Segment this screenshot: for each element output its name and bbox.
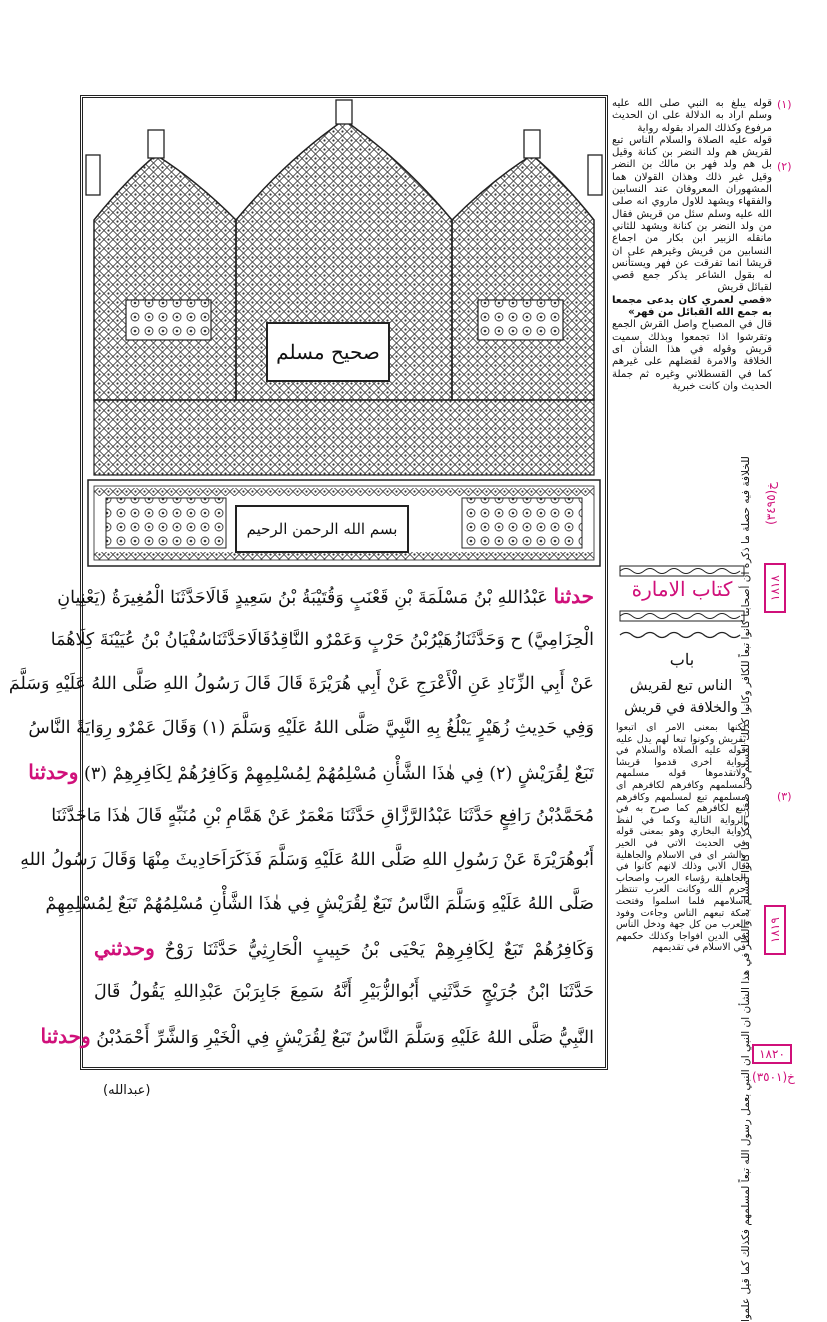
- bab-title: الناس تبع لقريش والخلافة في قريش: [624, 678, 738, 716]
- catchword: (عبدالله): [103, 1083, 151, 1098]
- ornament-band: [620, 566, 744, 576]
- hadith-number: ١٨٢٠: [752, 1044, 792, 1064]
- hadith-number: ١٨١٨: [764, 563, 786, 613]
- note-2: قوله عليه الصلاة والسلام الناس تبع لقريش هم ولد النضر بن كنانة وقيل بل هم ولد فهر بن مالك بن النضر وقيل غير ذلك وهذان القولان هما المشهوران المعروفان عند النسابين والفقهاء ويشهد للاول ماروي انه صلى الله عليه وسلم سئل من قريش فقال من ولد النضر بن كنانة ويشهد للثاني مانقله الزبير ابن بكار من اجماع النسابين من قريش وغيرهم على ان قريشا انما تفرقت عن فهر ويستأنس له بقول الشاعر يذكر جمع قصي لقبائل قريش: [612, 134, 772, 294]
- book-title: صحيح مسلم: [266, 322, 390, 382]
- narration-keyword: وحدثني: [94, 936, 155, 960]
- narration-keyword: حدثنا: [553, 584, 594, 608]
- kitab-title: كتاب الامارة: [631, 577, 733, 601]
- bukhari-ref: خ(٣٤٩٥): [764, 482, 778, 525]
- text-line: مُحَمَّدُبْنُ رَافِعٍ حَدَّثَنَا عَبْدُالرَّزَّاقِ حَدَّثَنَا مَعْمَرٌ عَنْ هَمَّامِ بْنِ مُنَبِّهٍ قَالَ هٰذَا مَاحَدَّثَنَا: [51, 806, 594, 826]
- note-number: (٣): [777, 790, 792, 803]
- bab-label: باب: [669, 650, 695, 669]
- vertical-note: للخلافة فيه حصلة ما ذكره ان أصحابنا كانوا تبعاً للكافر وكانوا كذلك لمسلم من صفت فكر ما كانوا لمسلم به والنظر في هذا الشأن ان النبي ان النبي بعمل رسول الله تبعاً لمسلمهم فكذلك كما قيل علموا: [740, 456, 752, 1322]
- text-line: وَفِي حَدِيثِ زُهَيْرٍ يَبْلُغُ بِهِ النَّبِيَّ صَلَّى اللهُ عَلَيْهِ وَسَلَّمَ (١) وَقَالَ عَمْرٌو رِوَايَةً النَّاسُ: [28, 718, 594, 738]
- hadith-text: [8, 568, 602, 1066]
- side-notes: لكنها بمعنى الامر اى اتبعوا بقريش وكونوا تبعا لهم يدل عليه قوله عليه الصلاة والسلام في رواية اخرى قدموا قريشا ولاتقدموها قوله مسلمهم لمسلمهم وكافرهم لكافرهم اى مسلمهم تبع لمسلمهم وكافرهم تبع لكافرهم كما صرح به في الرواية التالية وكما في لفظ رواية البخاري وهو بمعنى قوله في الحديث الاتي في الخير والشر اى في الاسلام والجاهلية قال الابي وذلك لانهم كانوا في الجاهلية رؤساء العرب واصحاب حرم الله وكانت العرب تنتظر اسلامهم فلما اسلموا وفتحت مكة تبعهم الناس وجاءت وفود العرب من كل جهة ودخل الناس في الدين افواجا وكذلك حكمهم في الاسلام في تقديمهم: [616, 722, 746, 954]
- arch-right: [452, 155, 594, 400]
- bukhari-ref: خ(٣٥٠١): [752, 1070, 795, 1084]
- narration-keyword: وحدثنا: [40, 1024, 91, 1048]
- text-line: حَدَّثَنَا ابْنُ جُرَيْجٍ حَدَّثَنِي أَبُوالزُّبَيْرِ أَنَّهُ سَمِعَ جَابِرَبْنَ عَبْدِاللهِ يَقُولُ قَالَ: [94, 982, 594, 1002]
- arch-left: [94, 155, 236, 400]
- text-line: عَنْ أَبِي الزِّنَادِ عَنِ الْأَعْرَجِ عَنْ أَبِي هُرَيْرَةَ قَالَ قَالَ رَسُولُ اللهِ صَلَّى اللهُ عَلَيْهِ وَسَلَّمَ: [8, 674, 594, 694]
- ornament-band: [620, 630, 744, 640]
- text-line: حدثنا عَبْدُاللهِ بْنُ مَسْلَمَةَ بْنِ قَعْنَبٍ وَقُتَيْبَةُ بْنُ سَعِيدٍ قَالَاحَدَّثَنَا الْمُغِيرَةُ (يَعْنِيانِ: [57, 584, 594, 608]
- note-number: (٢): [777, 160, 792, 173]
- text-line: النَّبِيُّ صَلَّى اللهُ عَلَيْهِ وَسَلَّمَ النَّاسُ تَبَعٌ لِقُرَيْشٍ فِي الْخَيْرِ وَالشَّرِّ أَحْمَدُبْنُ وحدثنا: [40, 1024, 594, 1048]
- text-line: تَبَعٌ لِقُرَيْشٍ (٢) فِي هٰذَا الشَّأْنِ مُسْلِمُهُمْ لِمُسْلِمِهِمْ وَكَافِرُهُمْ لِكَافِرِهِمْ (٣) وحدثنا: [28, 760, 594, 784]
- note-2-verse: «قصي لعمري كان يدعى مجمعا به جمع الله القبائل من فهر»: [612, 294, 772, 319]
- note-number: (١): [777, 98, 792, 111]
- note-1: قوله يبلغ به النبي صلى الله عليه وسلم اراد به الدلالة على ان الحديث مرفوع وكذلك المراد بقوله رواية: [612, 98, 772, 134]
- margin-notes: [612, 98, 772, 393]
- bismillah: بسم الله الرحمن الرحيم: [235, 505, 409, 553]
- text-line: الْحِزَامِيَّ) ح وَحَدَّثَنَازُهَيْرُبْنُ حَرْبٍ وَعَمْرٌو النَّاقِدُقَالَاحَدَّثَنَاسُفْيَانُ بْنُ عُيَيْنَةَ كِلَاهُمَا: [50, 630, 594, 650]
- hadith-number: ١٨١٩: [764, 905, 786, 955]
- ornament-band: [620, 611, 744, 621]
- narration-keyword: وحدثنا: [28, 760, 79, 784]
- text-line: وَكَافِرُهُمْ تَبَعٌ لِكَافِرِهِمْ يَحْيَى بْنُ حَبِيبٍ الْحَارِثِيُّ حَدَّثَنَا رَوْحٌ وحدثني: [94, 936, 594, 960]
- note-2-continued: قال في المصباح واصل القرش الجمع وتقرشوا اذا تجمعوا وبذلك سميت قريش وقوله في هذا الشأن اى الخلافة والامرة لفضلهم على غيرهم كما في القسطلاني وغيره ثم جملة الحديث وان كانت خبرية: [612, 319, 772, 392]
- text-line: أَبُوهُرَيْرَةَ عَنْ رَسُولِ اللهِ صَلَّى اللهُ عَلَيْهِ وَسَلَّمَ فَذَكَرَاَحَادِيثَ مِنْهَا وَقَالَ رَسُولُ اللهِ: [20, 850, 594, 870]
- text-line: صَلَّى اللهُ عَلَيْهِ وَسَلَّمَ النَّاسُ تَبَعٌ لِقُرَيْشٍ فِي هٰذَا الشَّأْنِ مُسْلِمُهُمْ تَبَعٌ لِمُسْلِمِهِمْ: [45, 894, 594, 914]
